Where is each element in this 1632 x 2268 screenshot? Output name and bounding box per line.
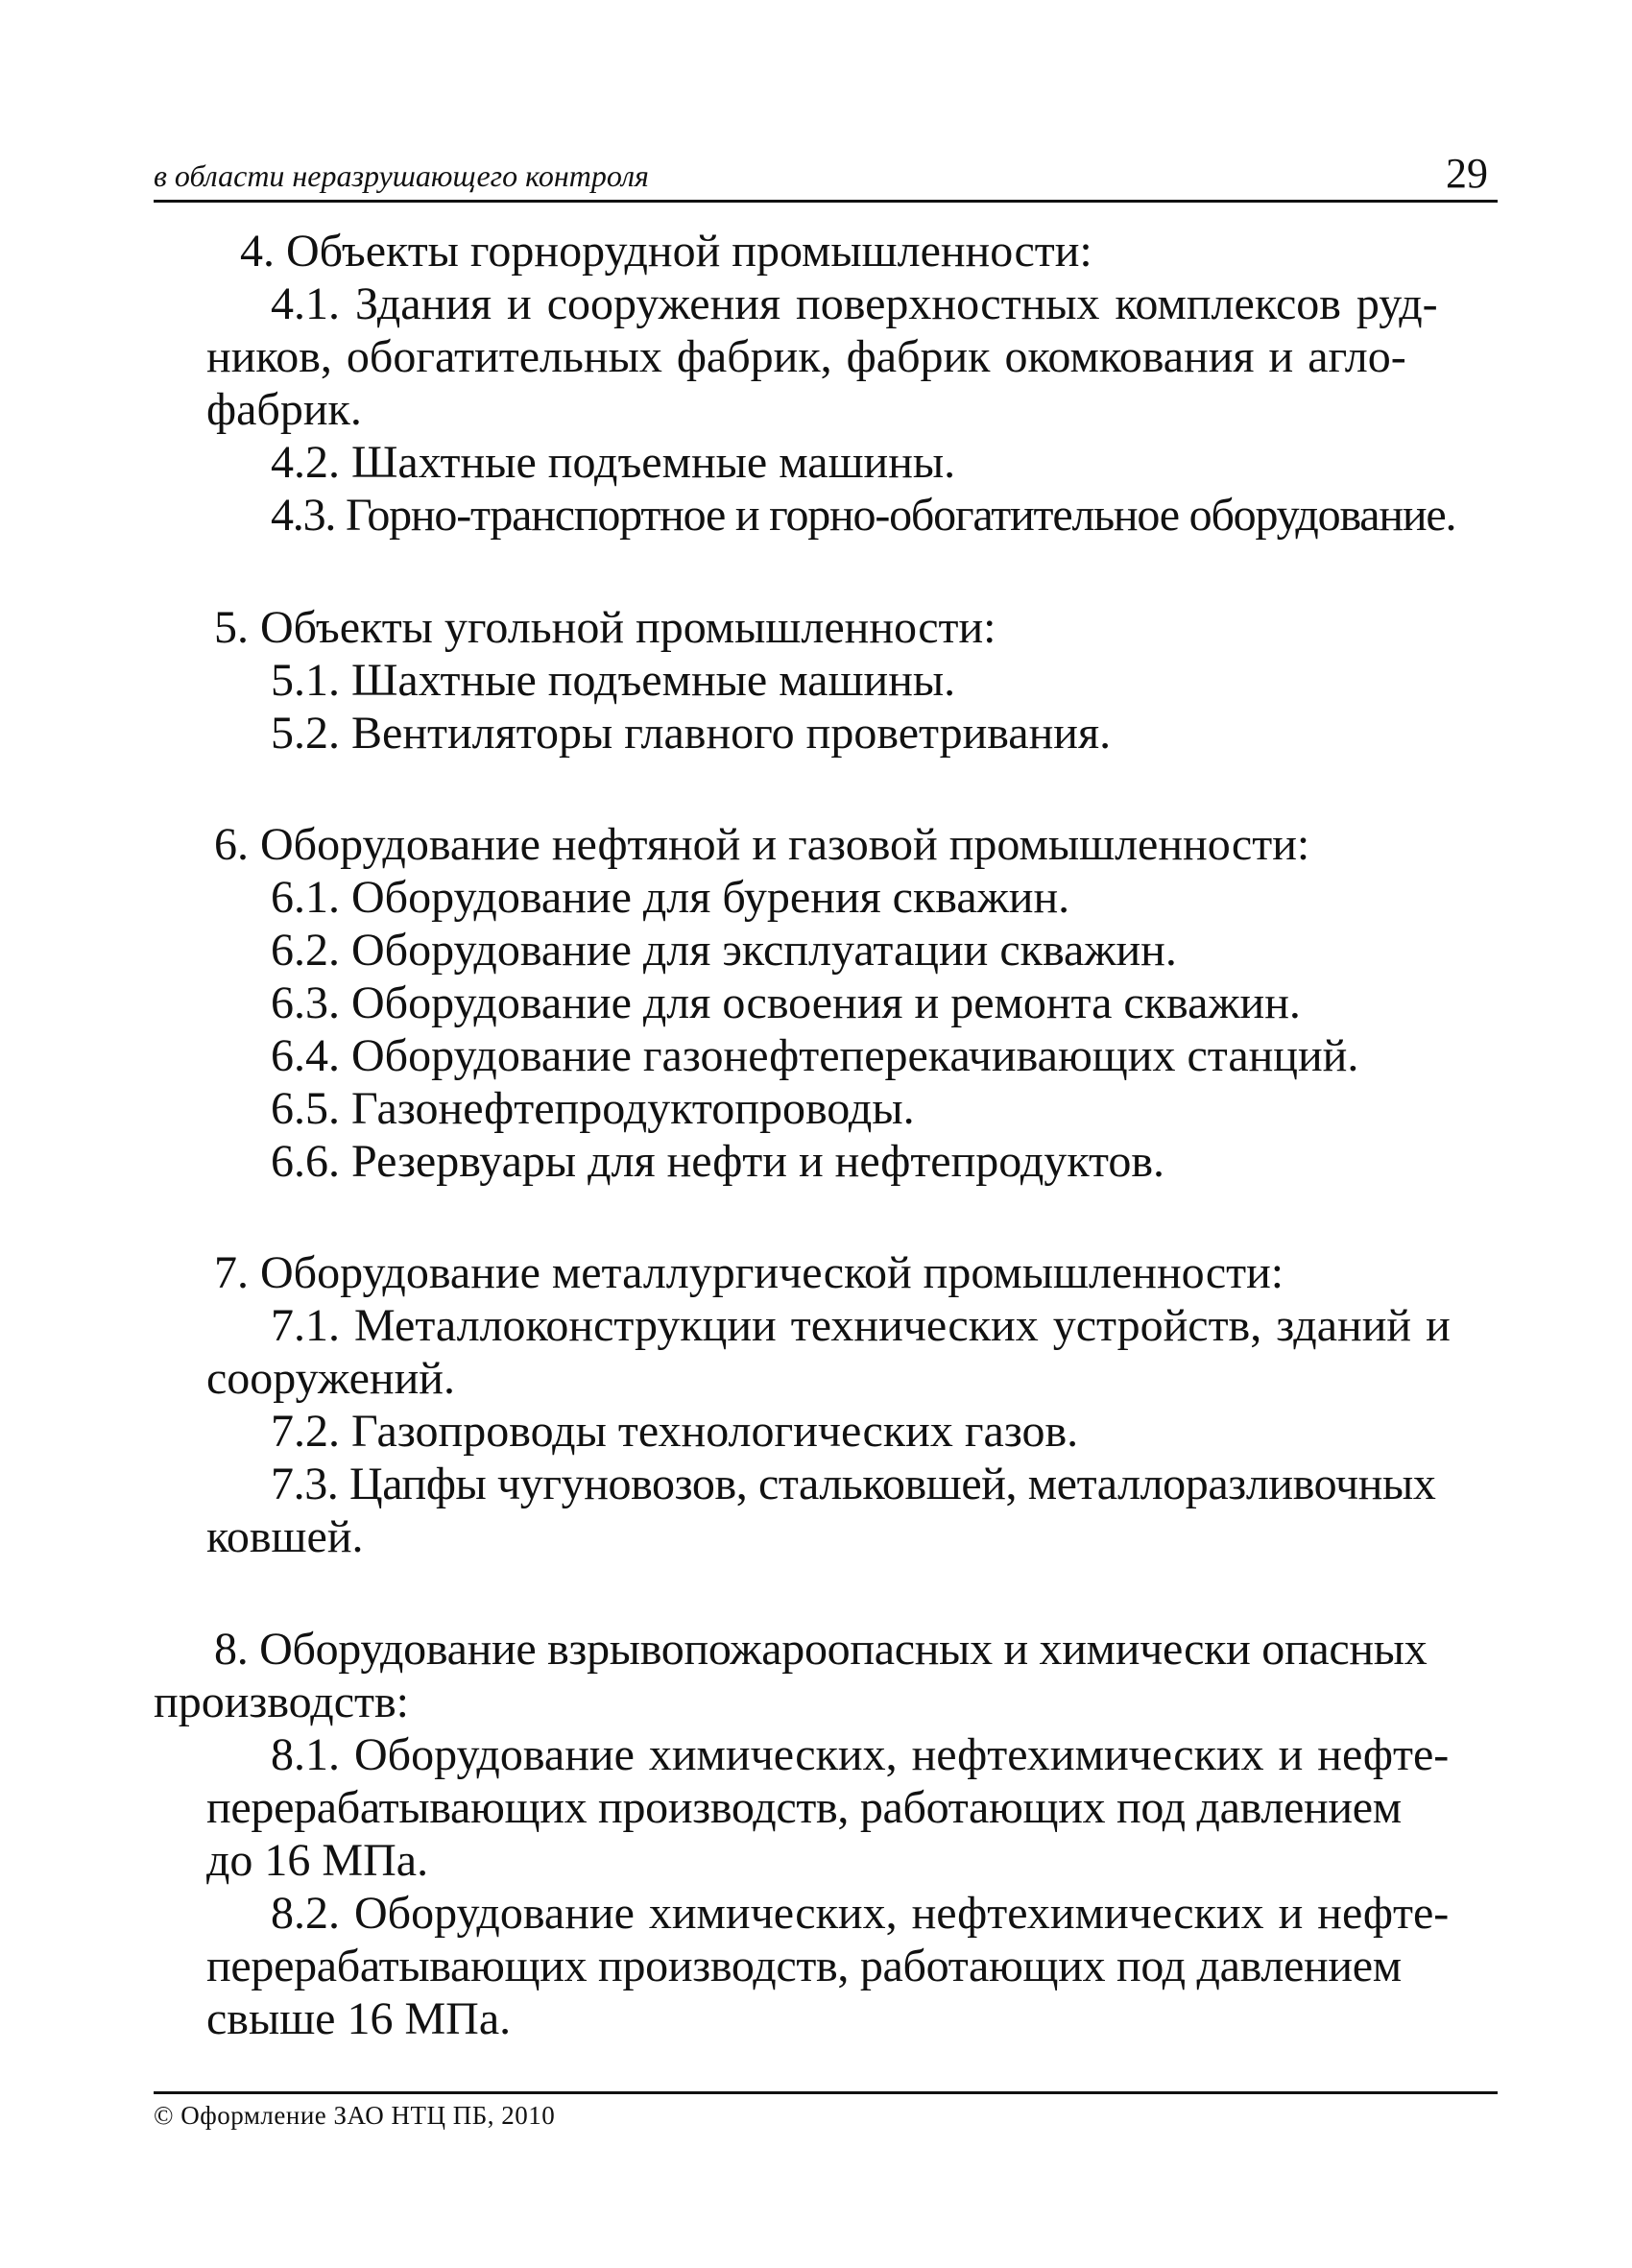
item-8-1-line-2: перерабатывающих производств, работающих под давлением — [206, 1782, 1402, 1833]
item-5-1: 5.1. Шахтные подъемные машины. — [271, 655, 956, 706]
item-6-5: 6.5. Газонефтепродуктопроводы. — [271, 1083, 915, 1134]
item-4-1-line-2: ников, обогатительных фабрик, фабрик окомкования и агло- — [206, 331, 1406, 382]
section-8-heading-line-1: 8. Оборудование взрывопожароопасных и химически опасных — [214, 1624, 1428, 1675]
header-rule — [154, 200, 1498, 203]
section-5-heading: 5. Объекты угольной промышленности: — [214, 602, 996, 653]
item-8-2-line-3: свыше 16 МПа. — [206, 1993, 512, 2044]
page-number: 29 — [1446, 150, 1488, 197]
item-6-1: 6.1. Оборудование для бурения скважин. — [271, 872, 1070, 923]
item-8-1-line-3: до 16 МПа. — [206, 1835, 429, 1886]
item-7-3-line-1: 7.3. Цапфы чугуновозов, стальковшей, металлоразливочных — [271, 1459, 1436, 1509]
item-6-6: 6.6. Резервуары для нефти и нефтепродуктов. — [271, 1136, 1165, 1187]
item-8-1-line-1: 8.1. Оборудование химических, нефтехимических и нефте- — [271, 1729, 1450, 1780]
item-6-4: 6.4. Оборудование газонефтеперекачивающих станций. — [271, 1030, 1359, 1081]
footer-rule — [154, 2091, 1498, 2094]
item-7-3-line-2: ковшей. — [206, 1511, 364, 1562]
item-7-1-line-1: 7.1. Металлоконструкции технических устройств, зданий и — [271, 1300, 1451, 1351]
item-4-3: 4.3. Горно-транспортное и горно-обогатительное оборудование. — [271, 490, 1456, 541]
item-6-2: 6.2. Оборудование для эксплуатации скважин. — [271, 925, 1177, 976]
section-4-heading: 4. Объекты горнорудной промышленности: — [240, 226, 1092, 277]
item-4-1-line-3: фабрик. — [206, 384, 362, 435]
footer-copyright: © Оформление ЗАО НТЦ ПБ, 2010 — [154, 2101, 556, 2130]
item-7-2: 7.2. Газопроводы технологических газов. — [271, 1406, 1079, 1457]
item-8-2-line-1: 8.2. Оборудование химических, нефтехимических и нефте- — [271, 1888, 1450, 1939]
running-header — [154, 146, 1498, 200]
item-5-2: 5.2. Вентиляторы главного проветривания. — [271, 708, 1112, 759]
item-4-2: 4.2. Шахтные подъемные машины. — [271, 437, 956, 488]
section-7-heading: 7. Оборудование металлургической промышленности: — [214, 1247, 1284, 1298]
section-6-heading: 6. Оборудование нефтяной и газовой промышленности: — [214, 819, 1310, 870]
item-8-2-line-2: перерабатывающих производств, работающих под давлением — [206, 1941, 1402, 1991]
section-8-heading-line-2: производств: — [154, 1677, 409, 1727]
item-6-3: 6.3. Оборудование для освоения и ремонта скважин. — [271, 977, 1301, 1028]
item-4-1-line-1: 4.1. Здания и сооружения поверхностных комплексов руд- — [271, 278, 1438, 329]
header-title: в области неразрушающего контроля — [154, 158, 649, 193]
item-7-1-line-2: сооружений. — [206, 1353, 455, 1404]
